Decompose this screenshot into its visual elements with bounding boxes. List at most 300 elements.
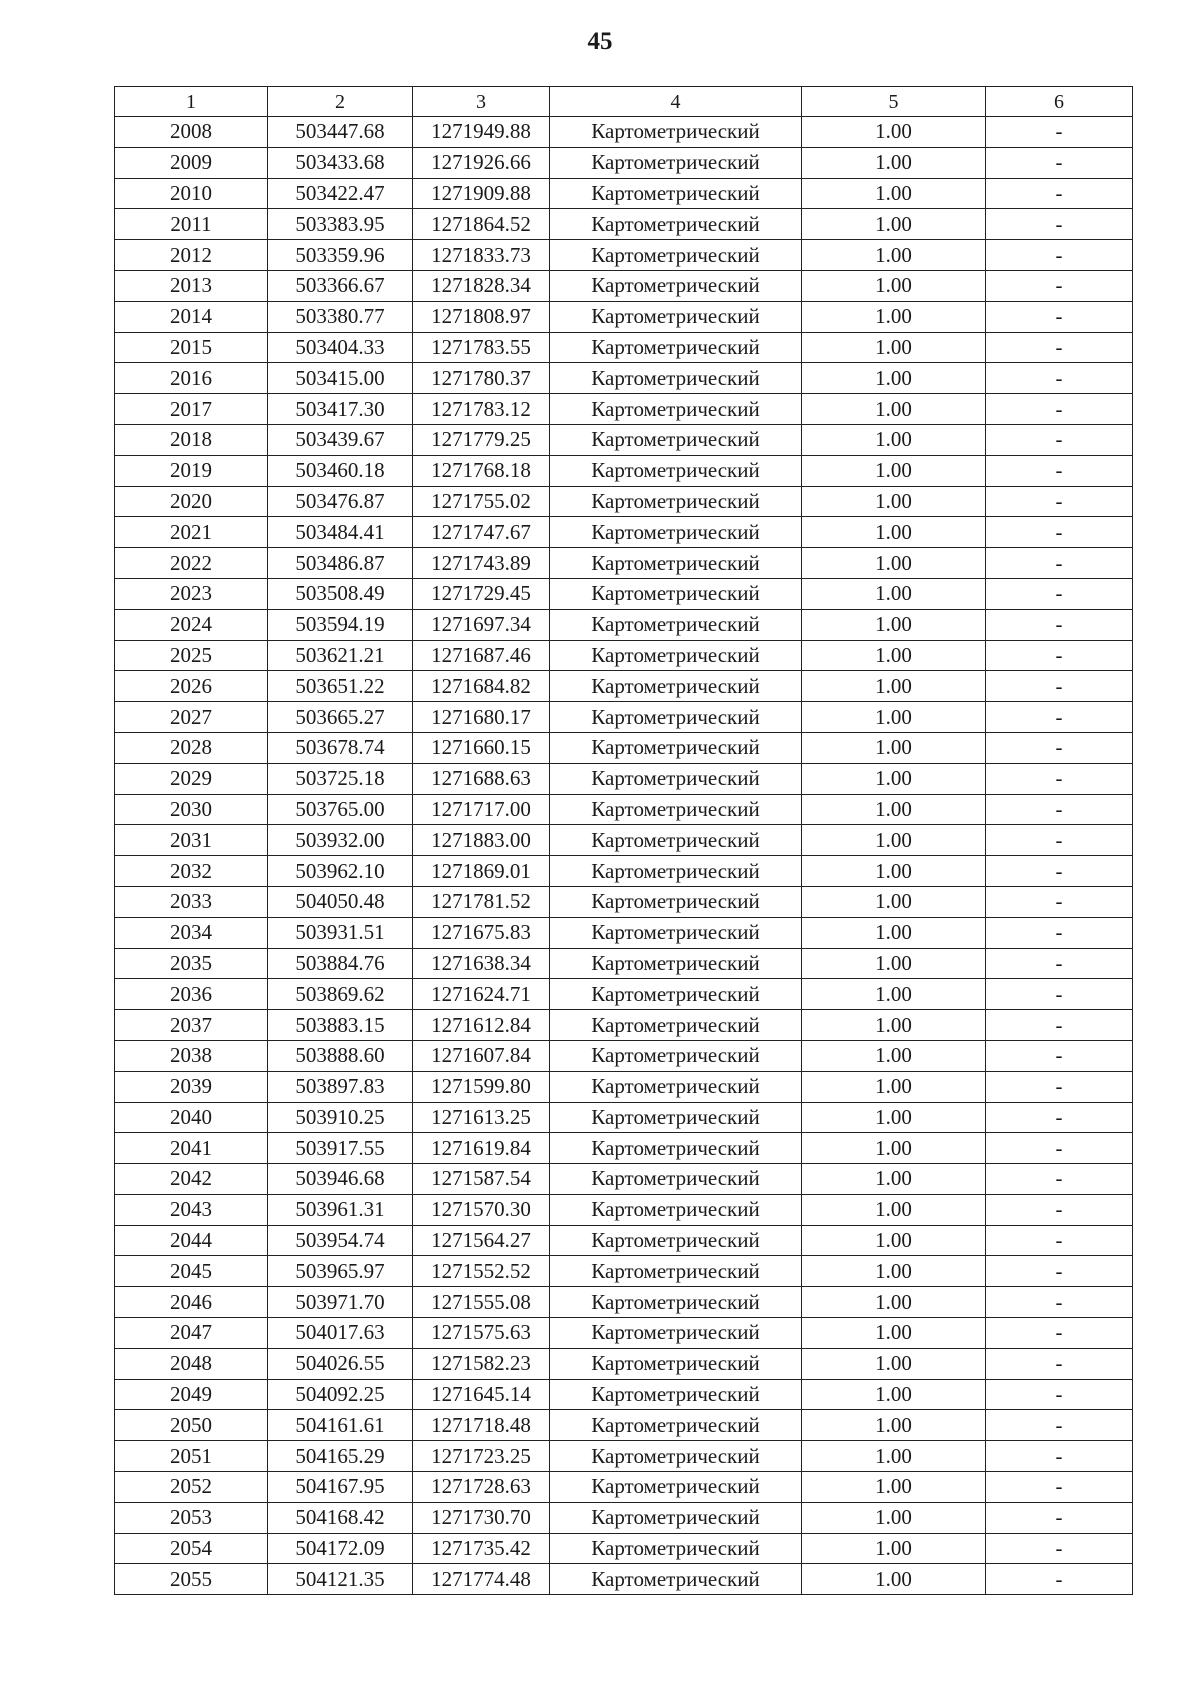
accuracy-cell: 1.00 — [802, 424, 986, 455]
point-number-cell: 2039 — [115, 1071, 268, 1102]
accuracy-cell: 1.00 — [802, 147, 986, 178]
table-row — [115, 332, 1133, 363]
accuracy-cell: 1.00 — [802, 1102, 986, 1133]
x-coordinate-cell: 503359.96 — [268, 240, 413, 271]
point-number-cell: 2015 — [115, 332, 268, 363]
point-number-cell: 2014 — [115, 301, 268, 332]
x-coordinate-cell: 503417.30 — [268, 394, 413, 425]
point-number-cell: 2034 — [115, 917, 268, 948]
table-row — [115, 578, 1133, 609]
y-coordinate-cell: 1271619.84 — [413, 1133, 550, 1164]
x-coordinate-cell: 503965.97 — [268, 1256, 413, 1287]
x-coordinate-cell: 504092.25 — [268, 1379, 413, 1410]
point-number-cell: 2029 — [115, 763, 268, 794]
y-coordinate-cell: 1271660.15 — [413, 732, 550, 763]
accuracy-cell: 1.00 — [802, 1287, 986, 1318]
method-cell: Картометрический — [550, 1348, 802, 1379]
y-coordinate-cell: 1271949.88 — [413, 117, 550, 148]
table-row — [115, 671, 1133, 702]
method-cell: Картометрический — [550, 517, 802, 548]
y-coordinate-cell: 1271926.66 — [413, 147, 550, 178]
table-row — [115, 1164, 1133, 1195]
accuracy-cell: 1.00 — [802, 886, 986, 917]
method-cell: Картометрический — [550, 363, 802, 394]
x-coordinate-cell: 503383.95 — [268, 209, 413, 240]
y-coordinate-cell: 1271624.71 — [413, 979, 550, 1010]
accuracy-cell: 1.00 — [802, 1502, 986, 1533]
note-cell: - — [986, 886, 1133, 917]
point-number-cell: 2053 — [115, 1502, 268, 1533]
point-number-cell: 2055 — [115, 1564, 268, 1595]
method-cell: Картометрический — [550, 1533, 802, 1564]
accuracy-cell: 1.00 — [802, 578, 986, 609]
point-number-cell: 2013 — [115, 270, 268, 301]
table-row — [115, 209, 1133, 240]
accuracy-cell: 1.00 — [802, 763, 986, 794]
y-coordinate-cell: 1271783.12 — [413, 394, 550, 425]
method-cell: Картометрический — [550, 794, 802, 825]
point-number-cell: 2042 — [115, 1164, 268, 1195]
accuracy-cell: 1.00 — [802, 486, 986, 517]
accuracy-cell: 1.00 — [802, 117, 986, 148]
x-coordinate-cell: 503422.47 — [268, 178, 413, 209]
table-row — [115, 1256, 1133, 1287]
note-cell: - — [986, 1348, 1133, 1379]
accuracy-cell: 1.00 — [802, 332, 986, 363]
method-cell: Картометрический — [550, 548, 802, 579]
table-row — [115, 1040, 1133, 1071]
note-cell: - — [986, 1102, 1133, 1133]
x-coordinate-cell: 503476.87 — [268, 486, 413, 517]
accuracy-cell: 1.00 — [802, 702, 986, 733]
table-row — [115, 794, 1133, 825]
table-row — [115, 886, 1133, 917]
point-number-cell: 2049 — [115, 1379, 268, 1410]
note-cell: - — [986, 548, 1133, 579]
x-coordinate-cell: 503621.21 — [268, 640, 413, 671]
y-coordinate-cell: 1271555.08 — [413, 1287, 550, 1318]
x-coordinate-cell: 503897.83 — [268, 1071, 413, 1102]
x-coordinate-cell: 503888.60 — [268, 1040, 413, 1071]
table-row — [115, 917, 1133, 948]
table-row — [115, 270, 1133, 301]
accuracy-cell: 1.00 — [802, 1348, 986, 1379]
note-cell: - — [986, 1194, 1133, 1225]
y-coordinate-cell: 1271645.14 — [413, 1379, 550, 1410]
accuracy-cell: 1.00 — [802, 517, 986, 548]
table-row — [115, 147, 1133, 178]
x-coordinate-cell: 503439.67 — [268, 424, 413, 455]
method-cell: Картометрический — [550, 1010, 802, 1041]
point-number-cell: 2036 — [115, 979, 268, 1010]
point-number-cell: 2012 — [115, 240, 268, 271]
accuracy-cell: 1.00 — [802, 301, 986, 332]
table-row — [115, 394, 1133, 425]
method-cell: Картометрический — [550, 147, 802, 178]
point-number-cell: 2016 — [115, 363, 268, 394]
point-number-cell: 2026 — [115, 671, 268, 702]
accuracy-cell: 1.00 — [802, 640, 986, 671]
y-coordinate-cell: 1271570.30 — [413, 1194, 550, 1225]
y-coordinate-cell: 1271680.17 — [413, 702, 550, 733]
accuracy-cell: 1.00 — [802, 209, 986, 240]
point-number-cell: 2046 — [115, 1287, 268, 1318]
column-header-4: 4 — [550, 87, 802, 117]
y-coordinate-cell: 1271687.46 — [413, 640, 550, 671]
point-number-cell: 2033 — [115, 886, 268, 917]
y-coordinate-cell: 1271607.84 — [413, 1040, 550, 1071]
accuracy-cell: 1.00 — [802, 270, 986, 301]
table-row — [115, 763, 1133, 794]
method-cell: Картометрический — [550, 1472, 802, 1503]
method-cell: Картометрический — [550, 455, 802, 486]
point-number-cell: 2009 — [115, 147, 268, 178]
accuracy-cell: 1.00 — [802, 671, 986, 702]
method-cell: Картометрический — [550, 1040, 802, 1071]
point-number-cell: 2008 — [115, 117, 268, 148]
note-cell: - — [986, 1502, 1133, 1533]
note-cell: - — [986, 1379, 1133, 1410]
point-number-cell: 2022 — [115, 548, 268, 579]
accuracy-cell: 1.00 — [802, 548, 986, 579]
method-cell: Картометрический — [550, 732, 802, 763]
accuracy-cell: 1.00 — [802, 1410, 986, 1441]
point-number-cell: 2043 — [115, 1194, 268, 1225]
column-header-6: 6 — [986, 87, 1133, 117]
note-cell: - — [986, 825, 1133, 856]
x-coordinate-cell: 503946.68 — [268, 1164, 413, 1195]
table-body — [115, 117, 1133, 1595]
y-coordinate-cell: 1271743.89 — [413, 548, 550, 579]
accuracy-cell: 1.00 — [802, 1225, 986, 1256]
table-row — [115, 1287, 1133, 1318]
method-cell: Картометрический — [550, 702, 802, 733]
table-row — [115, 1010, 1133, 1041]
y-coordinate-cell: 1271783.55 — [413, 332, 550, 363]
y-coordinate-cell: 1271599.80 — [413, 1071, 550, 1102]
x-coordinate-cell: 503917.55 — [268, 1133, 413, 1164]
note-cell: - — [986, 1318, 1133, 1349]
y-coordinate-cell: 1271587.54 — [413, 1164, 550, 1195]
table-row — [115, 1318, 1133, 1349]
column-header-3: 3 — [413, 87, 550, 117]
table-row — [115, 640, 1133, 671]
coordinates-table — [114, 86, 1133, 1595]
point-number-cell: 2021 — [115, 517, 268, 548]
x-coordinate-cell: 503884.76 — [268, 948, 413, 979]
method-cell: Картометрический — [550, 424, 802, 455]
note-cell: - — [986, 1410, 1133, 1441]
accuracy-cell: 1.00 — [802, 1318, 986, 1349]
method-cell: Картометрический — [550, 332, 802, 363]
point-number-cell: 2028 — [115, 732, 268, 763]
x-coordinate-cell: 503651.22 — [268, 671, 413, 702]
table-row — [115, 979, 1133, 1010]
method-cell: Картометрический — [550, 209, 802, 240]
point-number-cell: 2054 — [115, 1533, 268, 1564]
x-coordinate-cell: 503765.00 — [268, 794, 413, 825]
table-header — [115, 87, 1133, 117]
x-coordinate-cell: 503932.00 — [268, 825, 413, 856]
x-coordinate-cell: 503415.00 — [268, 363, 413, 394]
point-number-cell: 2038 — [115, 1040, 268, 1071]
point-number-cell: 2047 — [115, 1318, 268, 1349]
method-cell: Картометрический — [550, 1564, 802, 1595]
table-row — [115, 856, 1133, 887]
note-cell: - — [986, 979, 1133, 1010]
x-coordinate-cell: 503931.51 — [268, 917, 413, 948]
accuracy-cell: 1.00 — [802, 948, 986, 979]
table-row — [115, 240, 1133, 271]
point-number-cell: 2052 — [115, 1472, 268, 1503]
x-coordinate-cell: 503594.19 — [268, 609, 413, 640]
table-row — [115, 1410, 1133, 1441]
method-cell: Картометрический — [550, 1318, 802, 1349]
accuracy-cell: 1.00 — [802, 1472, 986, 1503]
y-coordinate-cell: 1271730.70 — [413, 1502, 550, 1533]
point-number-cell: 2032 — [115, 856, 268, 887]
accuracy-cell: 1.00 — [802, 1256, 986, 1287]
page-number: 45 — [587, 28, 613, 55]
y-coordinate-cell: 1271717.00 — [413, 794, 550, 825]
accuracy-cell: 1.00 — [802, 794, 986, 825]
note-cell: - — [986, 794, 1133, 825]
y-coordinate-cell: 1271684.82 — [413, 671, 550, 702]
x-coordinate-cell: 503460.18 — [268, 455, 413, 486]
y-coordinate-cell: 1271697.34 — [413, 609, 550, 640]
note-cell: - — [986, 671, 1133, 702]
header-row — [115, 87, 1133, 117]
point-number-cell: 2019 — [115, 455, 268, 486]
method-cell: Картометрический — [550, 178, 802, 209]
note-cell: - — [986, 117, 1133, 148]
note-cell: - — [986, 240, 1133, 271]
method-cell: Картометрический — [550, 486, 802, 517]
table-row — [115, 117, 1133, 148]
note-cell: - — [986, 178, 1133, 209]
table-row — [115, 178, 1133, 209]
x-coordinate-cell: 503869.62 — [268, 979, 413, 1010]
column-header-5: 5 — [802, 87, 986, 117]
x-coordinate-cell: 504050.48 — [268, 886, 413, 917]
accuracy-cell: 1.00 — [802, 917, 986, 948]
accuracy-cell: 1.00 — [802, 1040, 986, 1071]
table-row — [115, 1441, 1133, 1472]
y-coordinate-cell: 1271833.73 — [413, 240, 550, 271]
table-row — [115, 825, 1133, 856]
accuracy-cell: 1.00 — [802, 1164, 986, 1195]
note-cell: - — [986, 1010, 1133, 1041]
y-coordinate-cell: 1271747.67 — [413, 517, 550, 548]
accuracy-cell: 1.00 — [802, 363, 986, 394]
table-row — [115, 1564, 1133, 1595]
method-cell: Картометрический — [550, 578, 802, 609]
column-header-2: 2 — [268, 87, 413, 117]
note-cell: - — [986, 948, 1133, 979]
table-row — [115, 363, 1133, 394]
table-row — [115, 455, 1133, 486]
x-coordinate-cell: 503665.27 — [268, 702, 413, 733]
method-cell: Картометрический — [550, 948, 802, 979]
y-coordinate-cell: 1271883.00 — [413, 825, 550, 856]
x-coordinate-cell: 503404.33 — [268, 332, 413, 363]
point-number-cell: 2041 — [115, 1133, 268, 1164]
table-row — [115, 301, 1133, 332]
note-cell: - — [986, 424, 1133, 455]
x-coordinate-cell: 503366.67 — [268, 270, 413, 301]
method-cell: Картометрический — [550, 1410, 802, 1441]
y-coordinate-cell: 1271781.52 — [413, 886, 550, 917]
accuracy-cell: 1.00 — [802, 732, 986, 763]
y-coordinate-cell: 1271575.63 — [413, 1318, 550, 1349]
accuracy-cell: 1.00 — [802, 856, 986, 887]
note-cell: - — [986, 517, 1133, 548]
accuracy-cell: 1.00 — [802, 1533, 986, 1564]
method-cell: Картометрический — [550, 1164, 802, 1195]
method-cell: Картометрический — [550, 1441, 802, 1472]
y-coordinate-cell: 1271612.84 — [413, 1010, 550, 1041]
method-cell: Картометрический — [550, 609, 802, 640]
y-coordinate-cell: 1271909.88 — [413, 178, 550, 209]
y-coordinate-cell: 1271688.63 — [413, 763, 550, 794]
y-coordinate-cell: 1271564.27 — [413, 1225, 550, 1256]
accuracy-cell: 1.00 — [802, 1194, 986, 1225]
note-cell: - — [986, 917, 1133, 948]
y-coordinate-cell: 1271723.25 — [413, 1441, 550, 1472]
point-number-cell: 2017 — [115, 394, 268, 425]
point-number-cell: 2044 — [115, 1225, 268, 1256]
note-cell: - — [986, 1040, 1133, 1071]
point-number-cell: 2037 — [115, 1010, 268, 1041]
accuracy-cell: 1.00 — [802, 240, 986, 271]
accuracy-cell: 1.00 — [802, 979, 986, 1010]
x-coordinate-cell: 503486.87 — [268, 548, 413, 579]
method-cell: Картометрический — [550, 1502, 802, 1533]
point-number-cell: 2025 — [115, 640, 268, 671]
method-cell: Картометрический — [550, 825, 802, 856]
note-cell: - — [986, 486, 1133, 517]
table-row — [115, 948, 1133, 979]
table-row — [115, 517, 1133, 548]
y-coordinate-cell: 1271552.52 — [413, 1256, 550, 1287]
note-cell: - — [986, 702, 1133, 733]
accuracy-cell: 1.00 — [802, 825, 986, 856]
method-cell: Картометрический — [550, 270, 802, 301]
method-cell: Картометрический — [550, 301, 802, 332]
x-coordinate-cell: 503678.74 — [268, 732, 413, 763]
note-cell: - — [986, 1472, 1133, 1503]
table-row — [115, 1379, 1133, 1410]
method-cell: Картометрический — [550, 640, 802, 671]
note-cell: - — [986, 1441, 1133, 1472]
x-coordinate-cell: 504161.61 — [268, 1410, 413, 1441]
method-cell: Картометрический — [550, 856, 802, 887]
table-row — [115, 1102, 1133, 1133]
table-row — [115, 1194, 1133, 1225]
method-cell: Картометрический — [550, 1379, 802, 1410]
accuracy-cell: 1.00 — [802, 394, 986, 425]
note-cell: - — [986, 301, 1133, 332]
method-cell: Картометрический — [550, 1102, 802, 1133]
point-number-cell: 2027 — [115, 702, 268, 733]
point-number-cell: 2048 — [115, 1348, 268, 1379]
method-cell: Картометрический — [550, 1225, 802, 1256]
x-coordinate-cell: 504167.95 — [268, 1472, 413, 1503]
note-cell: - — [986, 609, 1133, 640]
table-row — [115, 732, 1133, 763]
note-cell: - — [986, 1533, 1133, 1564]
y-coordinate-cell: 1271779.25 — [413, 424, 550, 455]
table-row — [115, 548, 1133, 579]
table-row — [115, 1133, 1133, 1164]
y-coordinate-cell: 1271808.97 — [413, 301, 550, 332]
accuracy-cell: 1.00 — [802, 1379, 986, 1410]
point-number-cell: 2011 — [115, 209, 268, 240]
note-cell: - — [986, 640, 1133, 671]
x-coordinate-cell: 503508.49 — [268, 578, 413, 609]
y-coordinate-cell: 1271613.25 — [413, 1102, 550, 1133]
point-number-cell: 2050 — [115, 1410, 268, 1441]
point-number-cell: 2023 — [115, 578, 268, 609]
x-coordinate-cell: 504121.35 — [268, 1564, 413, 1595]
x-coordinate-cell: 504168.42 — [268, 1502, 413, 1533]
point-number-cell: 2051 — [115, 1441, 268, 1472]
note-cell: - — [986, 763, 1133, 794]
x-coordinate-cell: 503961.31 — [268, 1194, 413, 1225]
x-coordinate-cell: 504017.63 — [268, 1318, 413, 1349]
y-coordinate-cell: 1271675.83 — [413, 917, 550, 948]
accuracy-cell: 1.00 — [802, 1071, 986, 1102]
method-cell: Картометрический — [550, 240, 802, 271]
point-number-cell: 2040 — [115, 1102, 268, 1133]
x-coordinate-cell: 504026.55 — [268, 1348, 413, 1379]
x-coordinate-cell: 503910.25 — [268, 1102, 413, 1133]
method-cell: Картометрический — [550, 917, 802, 948]
note-cell: - — [986, 732, 1133, 763]
x-coordinate-cell: 503380.77 — [268, 301, 413, 332]
note-cell: - — [986, 578, 1133, 609]
y-coordinate-cell: 1271718.48 — [413, 1410, 550, 1441]
x-coordinate-cell: 503971.70 — [268, 1287, 413, 1318]
point-number-cell: 2035 — [115, 948, 268, 979]
x-coordinate-cell: 504172.09 — [268, 1533, 413, 1564]
method-cell: Картометрический — [550, 1071, 802, 1102]
table-row — [115, 1502, 1133, 1533]
note-cell: - — [986, 1287, 1133, 1318]
point-number-cell: 2024 — [115, 609, 268, 640]
accuracy-cell: 1.00 — [802, 609, 986, 640]
method-cell: Картометрический — [550, 1287, 802, 1318]
x-coordinate-cell: 503883.15 — [268, 1010, 413, 1041]
note-cell: - — [986, 270, 1133, 301]
method-cell: Картометрический — [550, 671, 802, 702]
y-coordinate-cell: 1271729.45 — [413, 578, 550, 609]
point-number-cell: 2045 — [115, 1256, 268, 1287]
column-header-1: 1 — [115, 87, 268, 117]
method-cell: Картометрический — [550, 763, 802, 794]
table-row — [115, 486, 1133, 517]
x-coordinate-cell: 503725.18 — [268, 763, 413, 794]
x-coordinate-cell: 503484.41 — [268, 517, 413, 548]
method-cell: Картометрический — [550, 979, 802, 1010]
table-row — [115, 1472, 1133, 1503]
note-cell: - — [986, 394, 1133, 425]
accuracy-cell: 1.00 — [802, 455, 986, 486]
y-coordinate-cell: 1271728.63 — [413, 1472, 550, 1503]
method-cell: Картометрический — [550, 1194, 802, 1225]
y-coordinate-cell: 1271582.23 — [413, 1348, 550, 1379]
x-coordinate-cell: 503954.74 — [268, 1225, 413, 1256]
